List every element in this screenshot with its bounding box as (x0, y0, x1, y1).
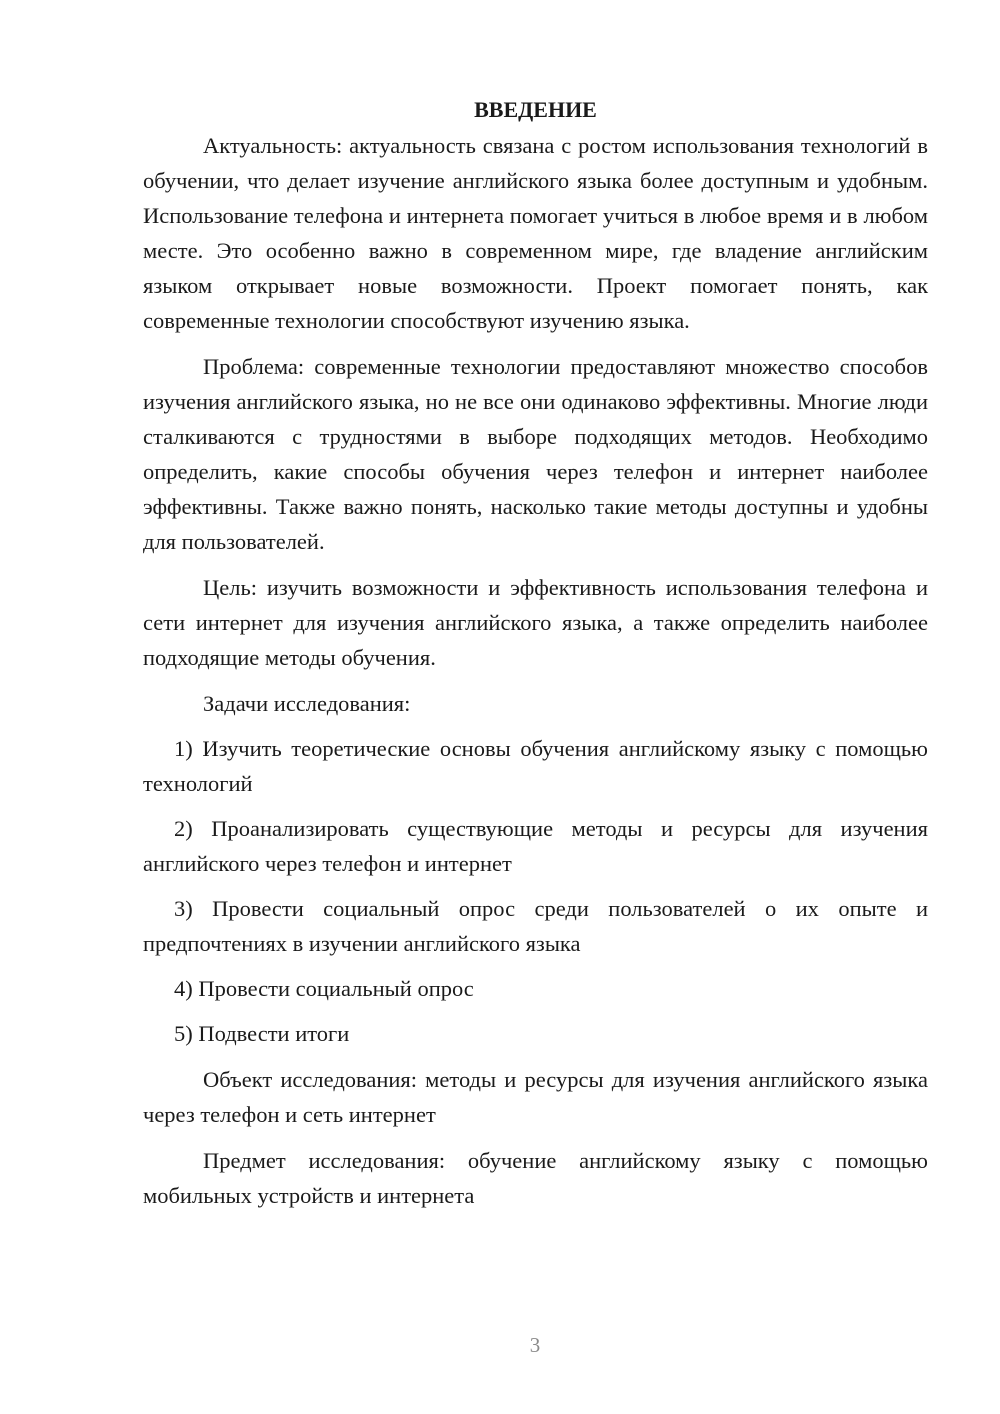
paragraph-problem: Проблема: современные технологии предоставляют множество способов изучения английского языка, но не все они одинаково эффективны. Многие люди сталкиваются с трудностями в выборе подходящих методов. Необходимо определить, какие способы обучения через телефон и интернет наиболее эффективны. Также важно понять, насколько такие методы доступны и удобны для пользователей. (143, 354, 928, 554)
list-item: 2) Проанализировать существующие методы и ресурсы для изучения английского через телефон и интернет (143, 816, 928, 876)
page-body (143, 92, 928, 1213)
paragraph-goal: Цель: изучить возможности и эффективность использования телефона и сети интернет для изучения английского языка, а также определить наиболее подходящие методы обучения. (143, 575, 928, 670)
page-number: 3 (529, 1333, 541, 1357)
list-item: 5) Подвести итоги (174, 1021, 350, 1046)
list-item: 1) Изучить теоретические основы обучения английскому языку с помощью технологий (143, 736, 928, 796)
section-title: ВВЕДЕНИЕ (474, 97, 597, 122)
paragraph-relevance: Актуальность: актуальность связана с ростом использования технологий в обучении, что делает изучение английского языка более доступным и удобным. Использование телефона и интернета помогает учиться в любое время и в любом месте. Это особенно важно в современном мире, где владение английским языком открывает новые возможности. Проект помогает понять, как современные технологии способствуют изучению языка. (143, 133, 928, 333)
paragraph-object: Объект исследования: методы и ресурсы для изучения английского языка через телефон и сеть интернет (143, 1067, 928, 1127)
tasks-list (143, 731, 928, 1051)
list-item: 3) Провести социальный опрос среди пользователей о их опыте и предпочтениях в изучении английского языка (143, 896, 928, 956)
tasks-heading: Задачи исследования: (203, 691, 411, 716)
list-item: 4) Провести социальный опрос (174, 976, 474, 1001)
paragraph-subject: Предмет исследования: обучение английскому языку с помощью мобильных устройств и интернета (143, 1148, 928, 1208)
